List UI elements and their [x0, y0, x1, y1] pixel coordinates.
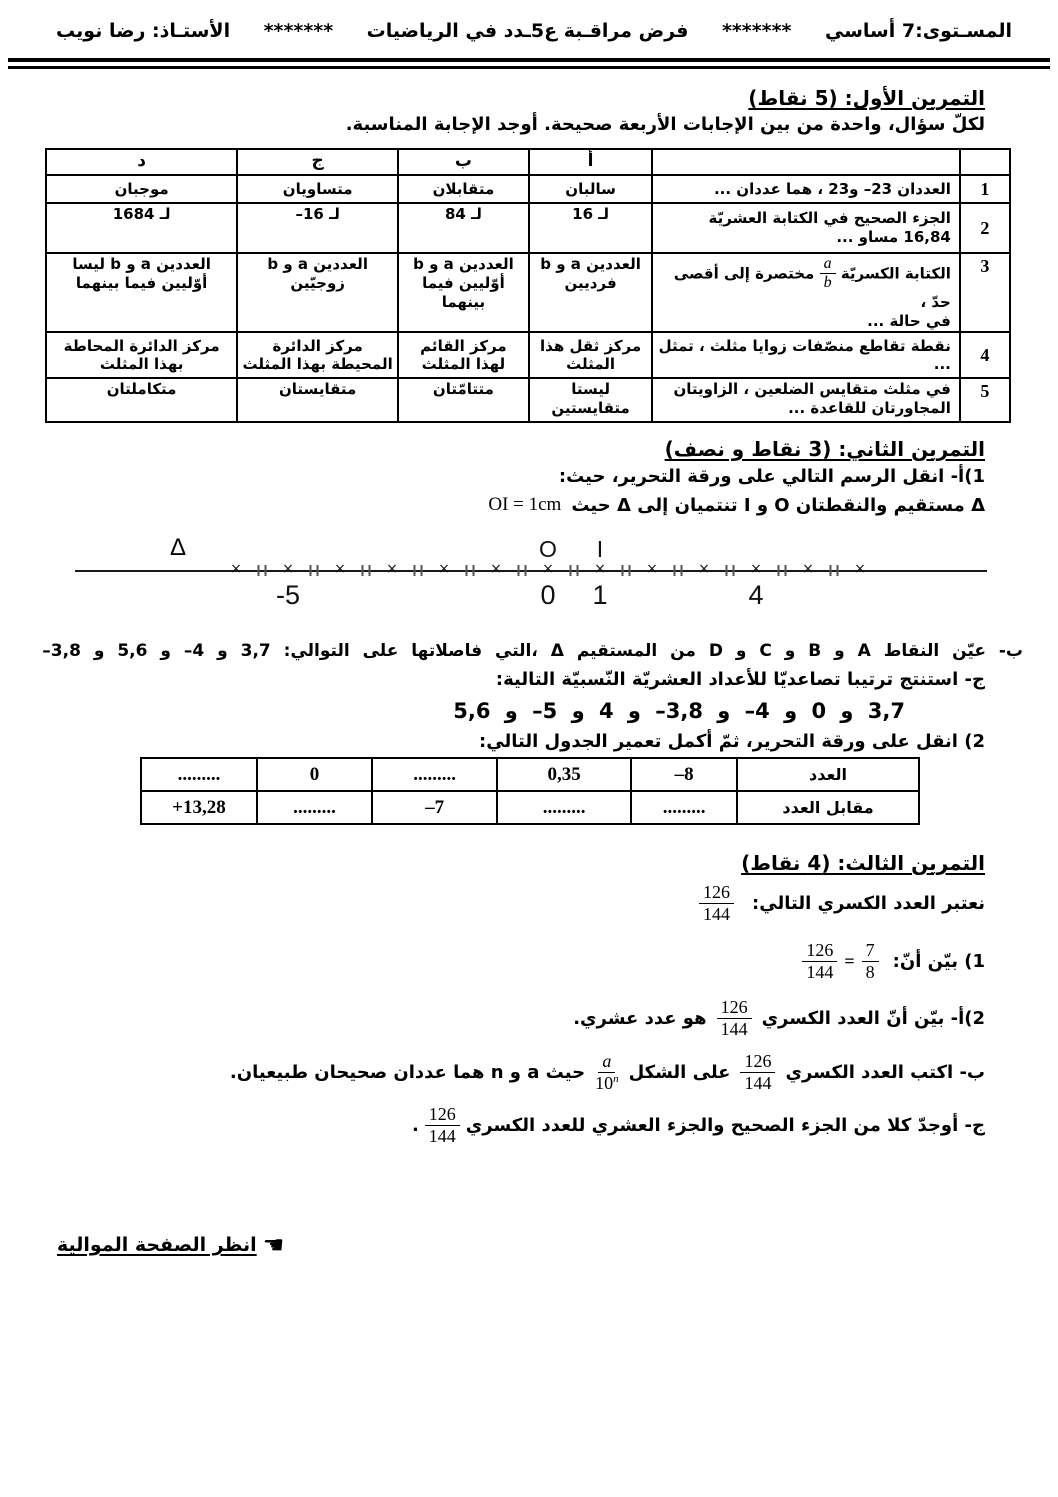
axis-tick-label: 4: [748, 580, 764, 610]
header-divider: [8, 58, 1050, 69]
fraction-left: [802, 940, 837, 982]
exercise2-title: التمرين الثاني: (3 نقاط و نصف): [664, 437, 985, 461]
point-label-I: I: [596, 536, 604, 562]
option-c: مركز الدائرة المحيطة بهذا المثلث: [237, 332, 398, 378]
question-2a-suffix: هو عدد عشري.: [573, 1007, 707, 1029]
option-b: متتامّتان: [398, 378, 529, 422]
question-2a-prefix: 2)أ- بيّن أنّ العدد الكسري: [761, 1007, 985, 1029]
exercise3-question-2a: [573, 997, 985, 1039]
tick-mark-cross: ×: [854, 561, 866, 577]
option-a: لـ 16: [529, 203, 653, 253]
tick-mark-double-bar: [778, 565, 787, 576]
exercise2-line-b: ب- عيّن النقاط A و B و C و D من المستقيم Δ ،التي فاصلاتها على التوالي: 3,7 و ‎–4 و 5,6 و ‎–3,8: [42, 641, 1023, 661]
question-text: في مثلث متقايس الضلعين ، الزاويتان المجاورتان للقاعدة ...: [652, 378, 959, 422]
question-text: نقطة تقاطع منصّفات زوايا مثلث ، تمثل ...: [652, 332, 959, 378]
tick-mark-cross: ×: [750, 561, 762, 577]
tick-mark-double-bar: [674, 565, 683, 576]
option-b: لـ 84: [398, 203, 529, 253]
tick-mark-cross: ×: [438, 561, 450, 577]
number-cell: .........: [631, 791, 737, 824]
equation-126-144-equals-7-8: [802, 940, 878, 982]
option-d: العددين a و b ليسا أوّليين فيما بينهما: [46, 253, 237, 332]
fraction-numerator: a: [820, 255, 836, 274]
exercise2-number-list: 3,7 و 0 و ‎–4 و ‎–3,8 و 4 و ‎–5 و 5,6: [453, 699, 905, 723]
fraction-denominator: 144: [703, 903, 731, 924]
option-a: العددين a و b فرديين: [529, 253, 653, 332]
tick-mark-double-bar: [258, 565, 267, 576]
number-line-figure: [60, 533, 1006, 619]
option-a: سالبان: [529, 175, 653, 203]
fraction-numerator: a: [598, 1051, 615, 1073]
number-cell: –7: [372, 791, 497, 824]
fraction-126-144: [425, 1104, 460, 1146]
page-header: [56, 20, 1012, 42]
header-cell-empty: [960, 149, 1010, 175]
row-header-opposite: مقابل العدد: [737, 791, 919, 824]
axis-tick-label: -5: [275, 580, 301, 610]
number-cell: .........: [497, 791, 631, 824]
number-cell: –8: [631, 758, 737, 791]
option-c: متساويان: [237, 175, 398, 203]
option-c: لـ ‎–16: [237, 203, 398, 253]
question-2c-text: ج- أوجدّ كلا من الجزء الصحيح والجزء العشري للعدد الكسري: [465, 1114, 985, 1136]
tick-mark-cross: ×: [646, 561, 658, 577]
exercise2-line-1b: [488, 494, 985, 516]
power-base: 10: [595, 1072, 614, 1093]
fraction-numerator: 126: [802, 940, 837, 962]
number-cell: .........: [372, 758, 497, 791]
option-d: لـ 1684: [46, 203, 237, 253]
fraction-a-over-b: [820, 255, 836, 293]
fraction-126-144: [699, 882, 734, 924]
tick-mark-double-bar: [830, 565, 839, 576]
exercise3-question-2b: [230, 1051, 985, 1093]
line-label-delta: Δ: [170, 534, 187, 561]
exercise2-line-c: ج- استنتج ترتيبا تصاعديّا للأعداد العشريّة النّسبيّة التالية:: [495, 669, 985, 690]
header-level: المسـتوى:7 أساسي: [825, 20, 1012, 42]
tick-mark-double-bar: [570, 565, 579, 576]
power-exponent: n: [613, 1072, 619, 1085]
fraction-denominator: [595, 1073, 619, 1094]
point-label-O: O: [539, 536, 557, 562]
tick-mark-cross: ×: [334, 561, 346, 577]
tick-mark-double-bar: [310, 565, 319, 576]
header-title: فرض مراقـبة ع5ـدد في الرياضيات: [366, 20, 689, 42]
header-cell-b: ب: [398, 149, 529, 175]
tick-mark-cross: ×: [802, 561, 814, 577]
exercise3-title: التمرين الثالث: (4 نقاط): [741, 851, 985, 875]
intro-text: نعتبر العدد الكسري التالي:: [752, 892, 985, 914]
table-row-opposite: [141, 791, 919, 824]
fraction-denominator: 144: [720, 1018, 748, 1039]
option-b: العددين a و b أوّليين فيما بينهما: [398, 253, 529, 332]
fraction-denominator: b: [823, 274, 832, 292]
fraction-right: [862, 940, 879, 982]
table-row-number: [141, 758, 919, 791]
axis-tick-label: 1: [592, 580, 608, 610]
number-cell: 0: [257, 758, 372, 791]
question-part-2: مختصرة إلى أقصى حدّ ،: [673, 264, 951, 311]
row-number: 4: [960, 332, 1010, 378]
fraction-denominator: 144: [744, 1072, 772, 1093]
tick-mark-double-bar: [726, 565, 735, 576]
question-2b-part-1: ب- اكتب العدد الكسري: [785, 1061, 985, 1083]
number-line-axis: [75, 570, 987, 572]
table-row: [46, 175, 1010, 203]
fraction-numerator: 126: [425, 1104, 460, 1126]
fraction-numerator: 7: [862, 940, 879, 962]
table-row: [46, 253, 1010, 332]
tick-mark-cross: ×: [542, 561, 554, 577]
question-2b-part-2: على الشكل: [628, 1061, 731, 1083]
exercise2-line-2: 2) انقل على ورقة التحرير، ثمّ أكمل تعمير الجدول التالي:: [479, 731, 985, 752]
row-number: 5: [960, 378, 1010, 422]
number-cell: +13,28: [141, 791, 257, 824]
tick-mark-cross: ×: [698, 561, 710, 577]
header-stars-1: *******: [721, 20, 792, 42]
question-1-label: 1) بيّن أنّ:: [892, 950, 985, 972]
page-footer: [57, 1233, 284, 1257]
question-text: العددان ‎–23 و23 ، هما عددان ...: [652, 175, 959, 203]
table-row: [46, 378, 1010, 422]
fraction-126-144: [717, 997, 752, 1039]
number-cell: 0,35: [497, 758, 631, 791]
fraction-denominator: 144: [806, 961, 834, 982]
number-cell: .........: [257, 791, 372, 824]
row-number: 3: [960, 253, 1010, 332]
tick-mark-double-bar: [362, 565, 371, 576]
equals-sign: =: [844, 950, 855, 971]
tick-mark-double-bar: [414, 565, 423, 576]
exercise3-question-2c: [412, 1104, 985, 1146]
header-cell-a: أ: [529, 149, 653, 175]
exercise1-title: التمرين الأول: (5 نقاط): [748, 86, 985, 110]
tick-mark-cross: ×: [490, 561, 502, 577]
tick-mark-cross: ×: [282, 561, 294, 577]
option-d: موجبان: [46, 175, 237, 203]
fraction-a-over-10-power-n: [595, 1051, 619, 1093]
relation-OI: OI = 1cm: [488, 494, 562, 515]
exercise2-line-1a: 1)أ- انقل الرسم التالي على ورقة التحرير، حيث:: [558, 466, 985, 487]
option-d: مركز الدائرة المحاطة بهذا المثلث: [46, 332, 237, 378]
option-a: ليستا متقايستين: [529, 378, 653, 422]
option-b: متقابلان: [398, 175, 529, 203]
question-part-3: في حالة ...: [867, 311, 951, 330]
header-cell-c: ج: [237, 149, 398, 175]
table-header-row: [46, 149, 1010, 175]
question-part-1: الكتابة الكسريّة: [840, 264, 951, 283]
row-number: 2: [960, 203, 1010, 253]
pointing-hand-icon: ☚: [262, 1231, 285, 1259]
option-c: العددين a و b زوجيّين: [237, 253, 398, 332]
option-c: متقايستان: [237, 378, 398, 422]
fraction-numerator: 126: [699, 882, 734, 904]
number-cell: .........: [141, 758, 257, 791]
exercise3-intro: [699, 882, 985, 924]
option-b: مركز القائم لهذا المثلث: [398, 332, 529, 378]
fraction-numerator: 126: [740, 1051, 775, 1073]
tick-mark-double-bar: [622, 565, 631, 576]
tick-mark-cross: ×: [594, 561, 606, 577]
table-row: [46, 203, 1010, 253]
header-cell-question: [652, 149, 959, 175]
fraction-denominator: 8: [865, 961, 875, 982]
see-next-page-note: انظر الصفحة الموالية: [57, 1234, 257, 1256]
fraction-126-144: [740, 1051, 775, 1093]
row-number: 1: [960, 175, 1010, 203]
tick-mark-cross: ×: [230, 561, 242, 577]
question-text: [652, 253, 959, 332]
question-2b-part-3: حيث a و n هما عددان صحيحان طبيعيان.: [229, 1061, 586, 1083]
option-a: مركز ثقل هذا المثلث: [529, 332, 653, 378]
option-d: متكاملتان: [46, 378, 237, 422]
fraction-numerator: 126: [717, 997, 752, 1019]
header-teacher: الأستـاذ: رضا نويب: [56, 20, 231, 42]
axis-tick-label: 0: [540, 580, 556, 610]
opposites-table: [140, 757, 920, 825]
tick-mark-double-bar: [466, 565, 475, 576]
fraction-denominator: 144: [428, 1125, 456, 1146]
table-row: [46, 332, 1010, 378]
header-stars-2: *******: [263, 20, 334, 42]
question-text: الجزء الصحيح في الكتابة العشريّة 16,84 مساو ...: [652, 203, 959, 253]
exercise3-question-1: [802, 940, 985, 982]
exercise1-intro: لكلّ سؤال، واحدة من بين الإجابات الأربعة صحيحة. أوجد الإجابة المناسبة.: [345, 114, 985, 135]
question-2c-period: .: [411, 1114, 419, 1136]
statement-text: Δ مستقيم والنقطتان O و I تنتميان إلى Δ حيث: [571, 494, 985, 516]
tick-mark-double-bar: [518, 565, 527, 576]
header-cell-d: د: [46, 149, 237, 175]
tick-mark-cross: ×: [386, 561, 398, 577]
exercise1-mcq-table: [45, 148, 1011, 423]
row-header-number: العدد: [737, 758, 919, 791]
